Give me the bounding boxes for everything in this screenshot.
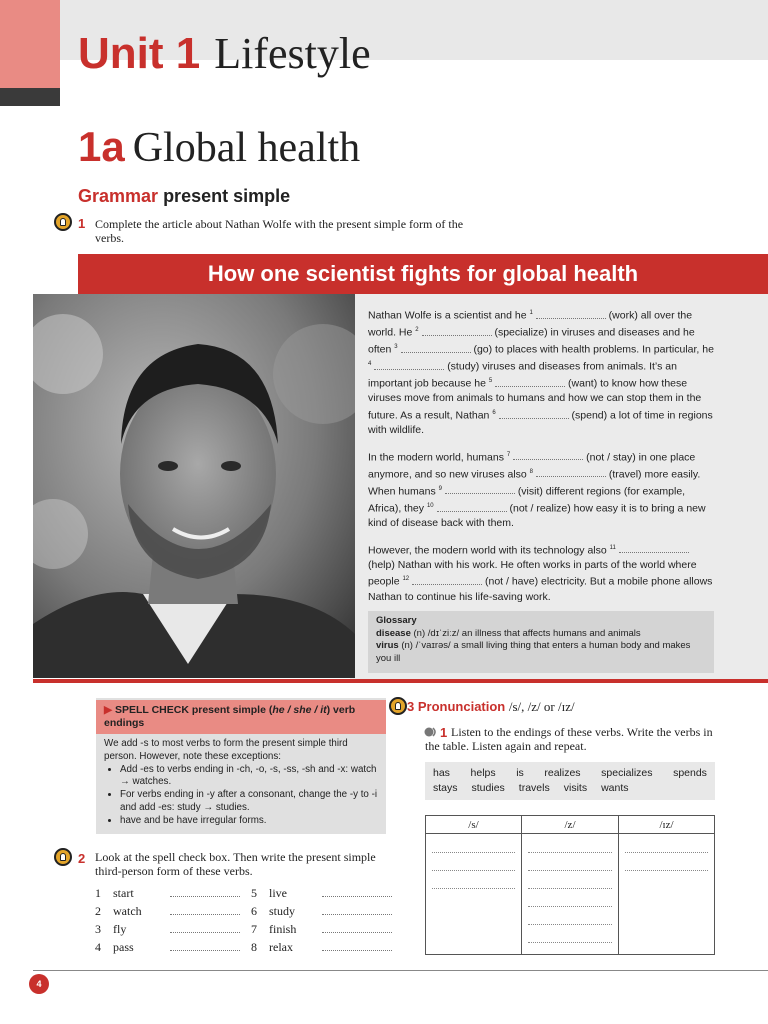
word: realizes (544, 767, 581, 779)
gap-10[interactable] (437, 502, 507, 512)
answer-line[interactable] (322, 923, 392, 933)
play-arrow-icon: ▶ (104, 704, 113, 716)
word: visits (563, 782, 588, 794)
spell-check-rule: • Add -es to verbs ending in -ch, -o, -s, -ss, -sh and -x: watch → watches. (120, 764, 380, 790)
lightbulb-icon (389, 697, 407, 715)
article-paragraph-2: In the modern world, humans $^7$ (not / stay) in one place anymore, and so new viruses also $^8$ (travel) more easily. When humans $^9$ (visit) different regions (for example, Africa), they $^{10}$ (not / realize) how easy it is to bring a new kind of disease back with them. (368, 451, 706, 530)
glossary-heading: Glossary (376, 615, 417, 626)
gap-6[interactable] (499, 409, 569, 419)
glossary-item: disease (n) /dɪˈziːz/ an illness that affects humans and animals (376, 627, 641, 639)
ex1-instruction: Complete the article about Nathan Wolfe with the present simple form of the verbs. (95, 217, 464, 245)
answer-line[interactable] (528, 870, 612, 871)
lightbulb-icon (54, 848, 72, 866)
ex3-instruction: Listen to the endings of these verbs. Write the verbs in the table. Listen again and repeat. (425, 725, 713, 753)
ex2-number: 2 (78, 851, 86, 866)
gap-3[interactable] (401, 343, 471, 353)
unit-tab (0, 0, 60, 88)
spell-check-rule: • For verbs ending in -y after a consonant, change the -y to -i and add -es: study → studies. (120, 789, 380, 815)
ex2-instruction: Look at the spell check box. Then write the present simple third-person form of these verbs. (95, 850, 376, 878)
unit-number: Unit 1 (78, 29, 201, 78)
grammar-heading (78, 186, 290, 207)
nathan-wolfe-photo (33, 294, 355, 678)
list-item: 8 relax (251, 938, 392, 956)
answer-line[interactable] (170, 941, 240, 951)
list-item: 5 live (251, 884, 392, 902)
spell-check-rule: • have and be have irregular forms. (120, 815, 380, 828)
word: studies (471, 782, 505, 794)
article-body (368, 306, 716, 614)
gap-8[interactable] (536, 467, 606, 477)
list-item: 3 fly (95, 920, 240, 938)
pronunciation-label: Pronunciation (417, 699, 506, 714)
ex2-list-left (95, 884, 240, 956)
gap-1[interactable] (536, 309, 606, 319)
gap-9[interactable] (445, 484, 515, 494)
gap-11[interactable] (619, 543, 689, 553)
glossary-box (368, 611, 714, 673)
table-header: /ɪz/ (619, 816, 714, 834)
answer-line[interactable] (528, 852, 612, 853)
answer-line[interactable] (528, 942, 612, 943)
word-box (425, 762, 715, 800)
answer-line[interactable] (528, 888, 612, 889)
answer-line[interactable] (170, 905, 240, 915)
table-column-s (426, 816, 522, 954)
answer-line[interactable] (432, 888, 515, 889)
answer-line[interactable] (170, 923, 240, 933)
lesson-name: Global health (132, 125, 361, 171)
spell-check-title: ▶ SPELL CHECK present simple (he / she / it) verb endings (96, 700, 386, 734)
word: wants (601, 782, 629, 794)
list-item: 7 finish (251, 920, 392, 938)
glossary-item: virus (n) /ˈvaɪrəs/ a small living thing that enters a human body and makes you ill (376, 640, 691, 664)
answer-line[interactable] (528, 924, 612, 925)
table-header: /s/ (426, 816, 521, 834)
word: spends (673, 767, 707, 779)
section-divider (33, 679, 768, 683)
word: helps (470, 767, 496, 779)
grammar-label: Grammar (78, 186, 159, 206)
list-item: 1 start (95, 884, 240, 902)
word: travels (518, 782, 550, 794)
article-title: How one scientist fights for global health (78, 254, 768, 294)
list-item: 4 pass (95, 938, 240, 956)
word: stays (433, 782, 458, 794)
ex1-number: 1 (78, 216, 86, 231)
lesson-number: 1a (78, 123, 125, 170)
word: has (433, 767, 450, 779)
lesson-title (78, 122, 360, 173)
grammar-topic: present simple (163, 186, 291, 206)
gap-12[interactable] (412, 575, 482, 585)
unit-title (78, 28, 371, 80)
ex2-list-right (251, 884, 392, 956)
answer-line[interactable] (625, 870, 708, 871)
answer-line[interactable] (625, 852, 708, 853)
answer-line[interactable] (170, 887, 240, 897)
list-item: 6 study (251, 902, 392, 920)
answer-line[interactable] (322, 905, 392, 915)
word: specializes (601, 767, 653, 779)
answer-line[interactable] (528, 906, 612, 907)
ex3-number: 3 (407, 699, 415, 714)
sounds-label: /s/, /z/ or /ɪz/ (508, 699, 575, 714)
unit-name: Lifestyle (214, 29, 371, 78)
article-paragraph-3: However, the modern world with its technology also $^{11}$ (help) Nathan with his work. He often works in parts of the world where people $^{12}$ (not / have) electricity. But a mobile phone allows Nathan to continue his life-saving work. (368, 544, 713, 603)
answer-line[interactable] (432, 852, 515, 853)
answer-line[interactable] (322, 941, 392, 951)
gap-2[interactable] (422, 326, 492, 336)
page-number: 4 (29, 974, 49, 994)
word: is (516, 767, 524, 779)
list-item: 2 watch (95, 902, 240, 920)
ex3-title (407, 699, 575, 715)
ex3-sub-number: 1 (440, 725, 448, 740)
answer-line[interactable] (322, 887, 392, 897)
spell-check-body (104, 738, 380, 828)
gap-7[interactable] (513, 450, 583, 460)
article-paragraph-1: Nathan Wolfe is a scientist and he $^1$ (work) all over the world. He $^2$ (specialize) in viruses and diseases and he often $^3$ (go) to places with health problems. In particular, he $^4$ (study) viruses and diseases from animals. It’s an important job because he $^5$ (want) to know how these viruses move from animals to humans and how we can stop them in the future. As a result, Nathan $^6$ (spend) a lot of time in regions with wildlife. (368, 309, 714, 437)
table-column-z (522, 816, 619, 954)
sound-table (425, 815, 715, 955)
gap-5[interactable] (495, 377, 565, 387)
answer-line[interactable] (432, 870, 515, 871)
spell-check-intro: We add -s to most verbs to form the present simple third person. However, note these exceptions: (104, 738, 348, 762)
unit-tab-shadow (0, 88, 60, 106)
table-column-iz (619, 816, 714, 954)
footer-divider (33, 970, 768, 971)
gap-4[interactable] (374, 360, 444, 370)
table-header: /z/ (522, 816, 618, 834)
lightbulb-icon (54, 213, 72, 231)
